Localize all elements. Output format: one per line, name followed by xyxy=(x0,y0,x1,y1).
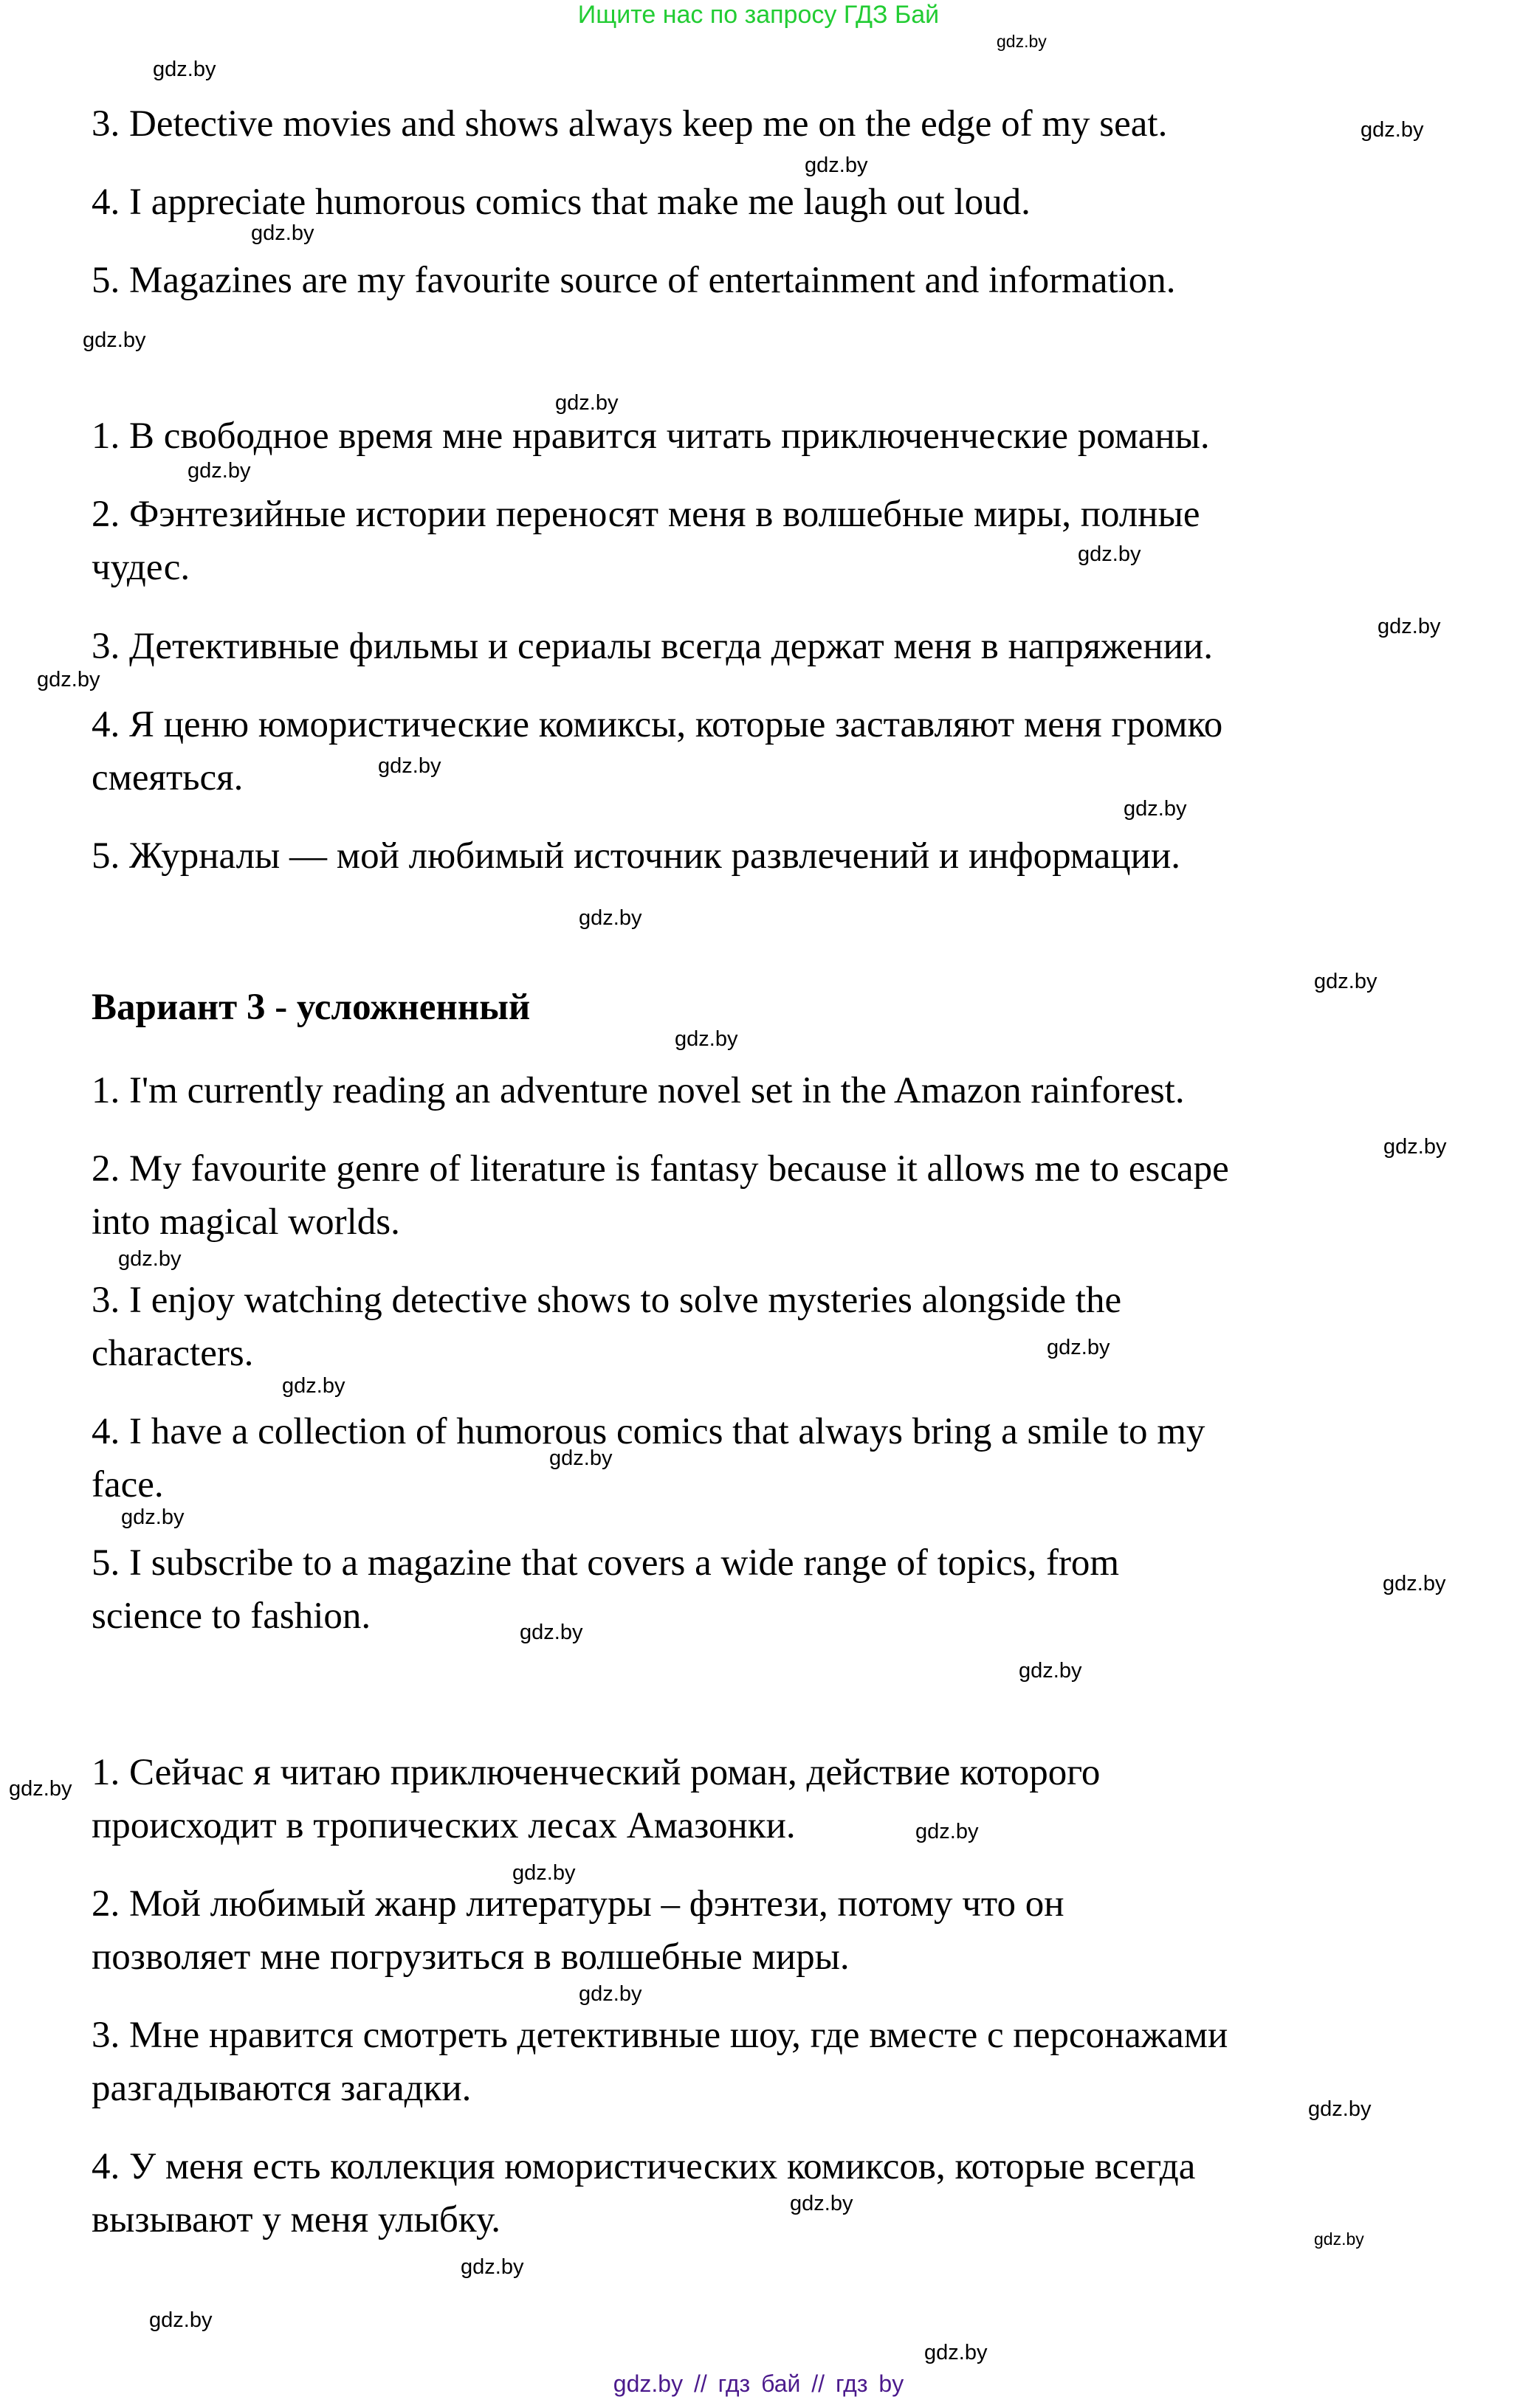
text-line: 3. I enjoy watching detective shows to solve mysteries alongside the xyxy=(92,1280,1122,1321)
watermark: gdz.by xyxy=(461,2255,524,2279)
footer-links[interactable]: gdz.by // гдз бай // гдз by xyxy=(613,2370,904,2397)
watermark: gdz.by xyxy=(1383,1135,1447,1159)
watermark: gdz.by xyxy=(997,32,1047,51)
watermark: gdz.by xyxy=(9,1777,72,1801)
text-line: вызывают у меня улыбку. xyxy=(92,2199,501,2240)
watermark: gdz.by xyxy=(579,906,642,930)
text-line: 4. I have a collection of humorous comics that always bring a smile to my xyxy=(92,1411,1205,1452)
watermark: gdz.by xyxy=(1314,2229,1364,2249)
watermark: gdz.by xyxy=(118,1247,182,1271)
text-line: 4. У меня есть коллекция юмористических комиксов, которые всегда xyxy=(92,2146,1196,2187)
watermark: gdz.by xyxy=(1377,615,1441,638)
text-line: 2. Фэнтезийные истории переносят меня в волшебные миры, полные xyxy=(92,494,1200,535)
section-heading: Вариант 3 - усложненный xyxy=(92,987,531,1028)
watermark: gdz.by xyxy=(1383,1572,1446,1595)
watermark: gdz.by xyxy=(790,2192,853,2215)
watermark: gdz.by xyxy=(37,668,100,691)
text-line: 2. Мой любимый жанр литературы – фэнтези, потому что он xyxy=(92,1883,1064,1925)
watermark: gdz.by xyxy=(549,1446,613,1470)
watermark: gdz.by xyxy=(378,754,441,778)
text-line: 1. В свободное время мне нравится читать приключенческие романы. xyxy=(92,415,1210,457)
text-line: смеяться. xyxy=(92,757,244,798)
text-line: происходит в тропических лесах Амазонки. xyxy=(92,1805,796,1846)
watermark: gdz.by xyxy=(83,328,146,352)
watermark: gdz.by xyxy=(915,1820,979,1843)
watermark: gdz.by xyxy=(1308,2097,1372,2121)
text-line: чудес. xyxy=(92,547,190,588)
text-line: 4. Я ценю юмористические комиксы, которые заставляют меня громко xyxy=(92,704,1223,745)
watermark: gdz.by xyxy=(675,1027,738,1051)
text-line: позволяет мне погрузиться в волшебные миры. xyxy=(92,1936,850,1978)
text-line: characters. xyxy=(92,1333,254,1374)
text-line: 5. I subscribe to a magazine that covers a wide range of topics, from xyxy=(92,1542,1120,1584)
search-banner[interactable]: Ищите нас по запросу ГДЗ Бай xyxy=(577,1,940,29)
text-line: into magical worlds. xyxy=(92,1201,400,1243)
text-line: 3. Детективные фильмы и сериалы всегда держат меня в напряжении. xyxy=(92,626,1213,667)
text-line: face. xyxy=(92,1464,164,1505)
watermark: gdz.by xyxy=(1124,797,1187,821)
watermark: gdz.by xyxy=(520,1621,583,1644)
text-line: science to fashion. xyxy=(92,1595,371,1637)
watermark: gdz.by xyxy=(924,2341,988,2364)
text-line: 1. I'm currently reading an adventure novel set in the Amazon rainforest. xyxy=(92,1070,1185,1111)
watermark: gdz.by xyxy=(282,1374,345,1398)
text-line: 1. Сейчас я читаю приключенческий роман, действие которого xyxy=(92,1752,1101,1793)
text-line: 2. My favourite genre of literature is fantasy because it allows me to escape xyxy=(92,1148,1229,1190)
watermark: gdz.by xyxy=(188,459,251,483)
watermark: gdz.by xyxy=(1078,542,1141,566)
watermark: gdz.by xyxy=(512,1861,576,1885)
watermark: gdz.by xyxy=(251,221,314,245)
watermark: gdz.by xyxy=(555,391,619,415)
watermark: gdz.by xyxy=(153,58,216,81)
watermark: gdz.by xyxy=(121,1505,185,1529)
watermark: gdz.by xyxy=(1361,118,1424,142)
watermark: gdz.by xyxy=(1314,970,1377,993)
text-line: 5. Magazines are my favourite source of entertainment and information. xyxy=(92,260,1176,301)
text-line: 4. I appreciate humorous comics that make me laugh out loud. xyxy=(92,182,1031,223)
watermark: gdz.by xyxy=(1047,1336,1110,1359)
watermark: gdz.by xyxy=(149,2308,213,2332)
watermark: gdz.by xyxy=(579,1982,642,2006)
watermark: gdz.by xyxy=(805,153,868,177)
watermark: gdz.by xyxy=(1019,1659,1082,1683)
text-line: 3. Мне нравится смотреть детективные шоу, где вместе с персонажами xyxy=(92,2015,1228,2056)
text-line: разгадываются загадки. xyxy=(92,2068,472,2109)
text-line: 3. Detective movies and shows always keep me on the edge of my seat. xyxy=(92,103,1168,145)
text-line: 5. Журналы — мой любимый источник развлечений и информации. xyxy=(92,835,1180,877)
